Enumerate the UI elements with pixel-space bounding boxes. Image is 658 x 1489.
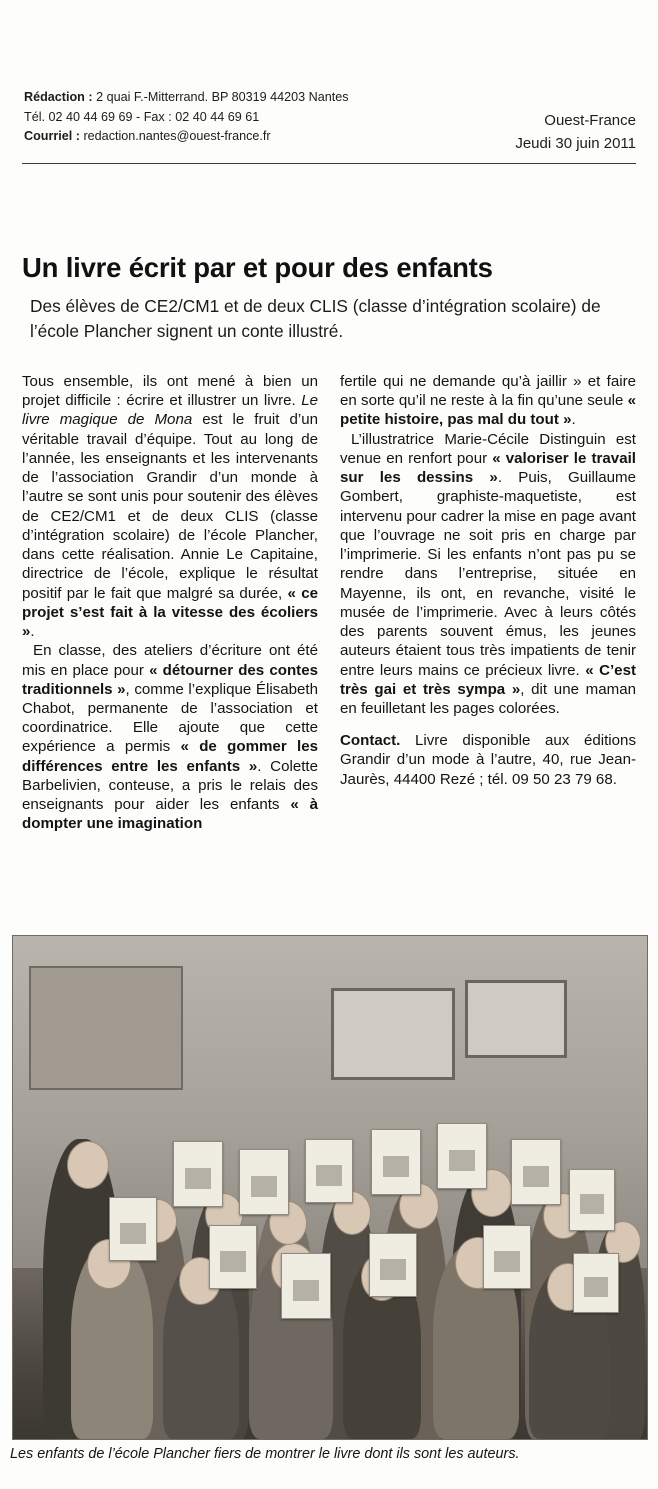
child-head (67, 1141, 109, 1189)
held-book (109, 1197, 157, 1261)
photo-window (331, 988, 455, 1080)
masthead-phone-line: Tél. 02 40 44 69 69 - Fax : 02 40 44 69 61 (24, 109, 260, 124)
held-book (483, 1225, 531, 1289)
contact-label: Contact. (340, 732, 401, 750)
masthead-email-line (24, 127, 349, 147)
text-run: L’illustratrice Marie-Cécile Distinguin est venue en renfort pour (340, 430, 636, 467)
held-book (511, 1139, 561, 1205)
quote-bold: « de gommer les différences entre les enfants » (22, 738, 319, 775)
text-run: est le fruit d’un véritable travail d’équipe. Tout au long de l’année, les enseignants et les intervenants de l’association Grandir d’un monde à l’autre se sont unis pour soutenir des élèves de CE2/CM1 et de deux CLIS (classe d’intégration scolaire) de l’école Plancher, dans cette réalisation. Annie Le Capitaine, directrice de l’école, explique le résultat positif par le fait que malgré sa durée, (22, 411, 318, 602)
quote-bold: « C’est très gai et très sympa » (340, 661, 636, 698)
text-run: . (30, 623, 35, 641)
masthead-email-text: redaction.nantes@ouest-france.fr (79, 129, 271, 144)
held-book (569, 1169, 615, 1231)
photo-window (465, 980, 567, 1058)
photo-wall-panel (29, 966, 183, 1090)
held-book (305, 1139, 353, 1203)
article-column-left (22, 372, 318, 834)
held-book (209, 1225, 257, 1289)
masthead-address-line (24, 88, 349, 108)
text-run: . Colette Barbelivien, conteuse, a pris le relais des enseignants pour aider les enfants (22, 757, 318, 814)
masthead-redaction-label: Rédaction : (24, 90, 93, 104)
publication-title: Ouest-France (544, 112, 636, 129)
held-book (173, 1141, 223, 1207)
text-run: , dit une maman en feuilletant les pages colorées. (340, 680, 636, 717)
held-book (573, 1253, 619, 1313)
masthead-publication-block (515, 88, 636, 155)
contact-paragraph (340, 731, 636, 789)
paragraph (340, 372, 636, 430)
paragraph (22, 372, 318, 641)
text-run: Tous ensemble, ils ont mené à bien un projet difficile : écrire et illustrer un livre. (22, 373, 318, 410)
photo-caption: Les enfants de l’école Plancher fiers de montrer le livre dont ils sont les auteurs. (10, 1446, 520, 1462)
text-run: . (571, 411, 576, 429)
paragraph (340, 430, 636, 719)
text-run: fertile qui ne demande qu’à jaillir » et faire en sorte qu’il ne reste à la fin qu’une seule (340, 373, 636, 410)
article-body (22, 372, 636, 834)
article-photo (12, 935, 648, 1440)
held-book (369, 1233, 417, 1297)
paragraph (22, 641, 318, 833)
quote-bold: « détourner des contes traditionnels » (22, 661, 318, 698)
page-title: Un livre écrit par et pour des enfants (22, 252, 493, 283)
text-run: . Puis, Guillaume Gombert, graphiste-maquetiste, est intervenu pour cadrer la mise en page avant que l’ouvrage ne soit pris en charge par l’imprimerie. Si les enfants n’ont pas pu se rendre dans l’entreprise, située en Mayenne, ils ont, en revanche, visité le musée de l’imprimerie. Avec à leurs côtés des parents souvent émus, les jeunes auteurs étaient tous très impatients de tenir entre leurs mains ce précieux livre. (340, 469, 636, 679)
held-book (437, 1123, 487, 1189)
book-title-italic: Le livre magique de Mona (22, 392, 318, 429)
masthead-divider (22, 163, 636, 164)
text-run: , comme l’explique Élisabeth Chabot, permanente de l’association et coordinatrice. Elle ajoute que cette expérience a permis (22, 680, 318, 756)
masthead-address-text: 2 quai F.-Mitterrand. BP 80319 44203 Nantes (92, 90, 349, 104)
article-standfirst: Des élèves de CE2/CM1 et de deux CLIS (classe d’intégration scolaire) de l’école Plancher signent un conte illustré. (30, 296, 601, 341)
quote-bold: « valoriser le travail sur les dessins » (340, 449, 636, 487)
quote-bold: « ce projet s’est fait à la vitesse des écoliers » (22, 584, 318, 641)
article-column-right (340, 372, 636, 834)
quote-bold: « à dompter une imagination (22, 796, 319, 833)
masthead (24, 88, 636, 155)
publication-date: Jeudi 30 juin 2011 (515, 134, 636, 152)
photo-children-group (13, 1117, 647, 1439)
held-book (239, 1149, 289, 1215)
held-book (371, 1129, 421, 1195)
masthead-contact-block (24, 88, 349, 147)
contact-text: Livre disponible aux éditions Grandir d’un mode à l’autre, 40, rue Jean-Jaurès, 44400 Rezé ; tél. 09 50 23 79 68. (340, 732, 636, 788)
text-run: En classe, des ateliers d’écriture ont été mis en place pour (22, 642, 318, 679)
masthead-courriel-label: Courriel : (24, 129, 80, 144)
quote-bold: « petite histoire, pas mal du tout » (340, 392, 636, 429)
held-book (281, 1253, 331, 1319)
